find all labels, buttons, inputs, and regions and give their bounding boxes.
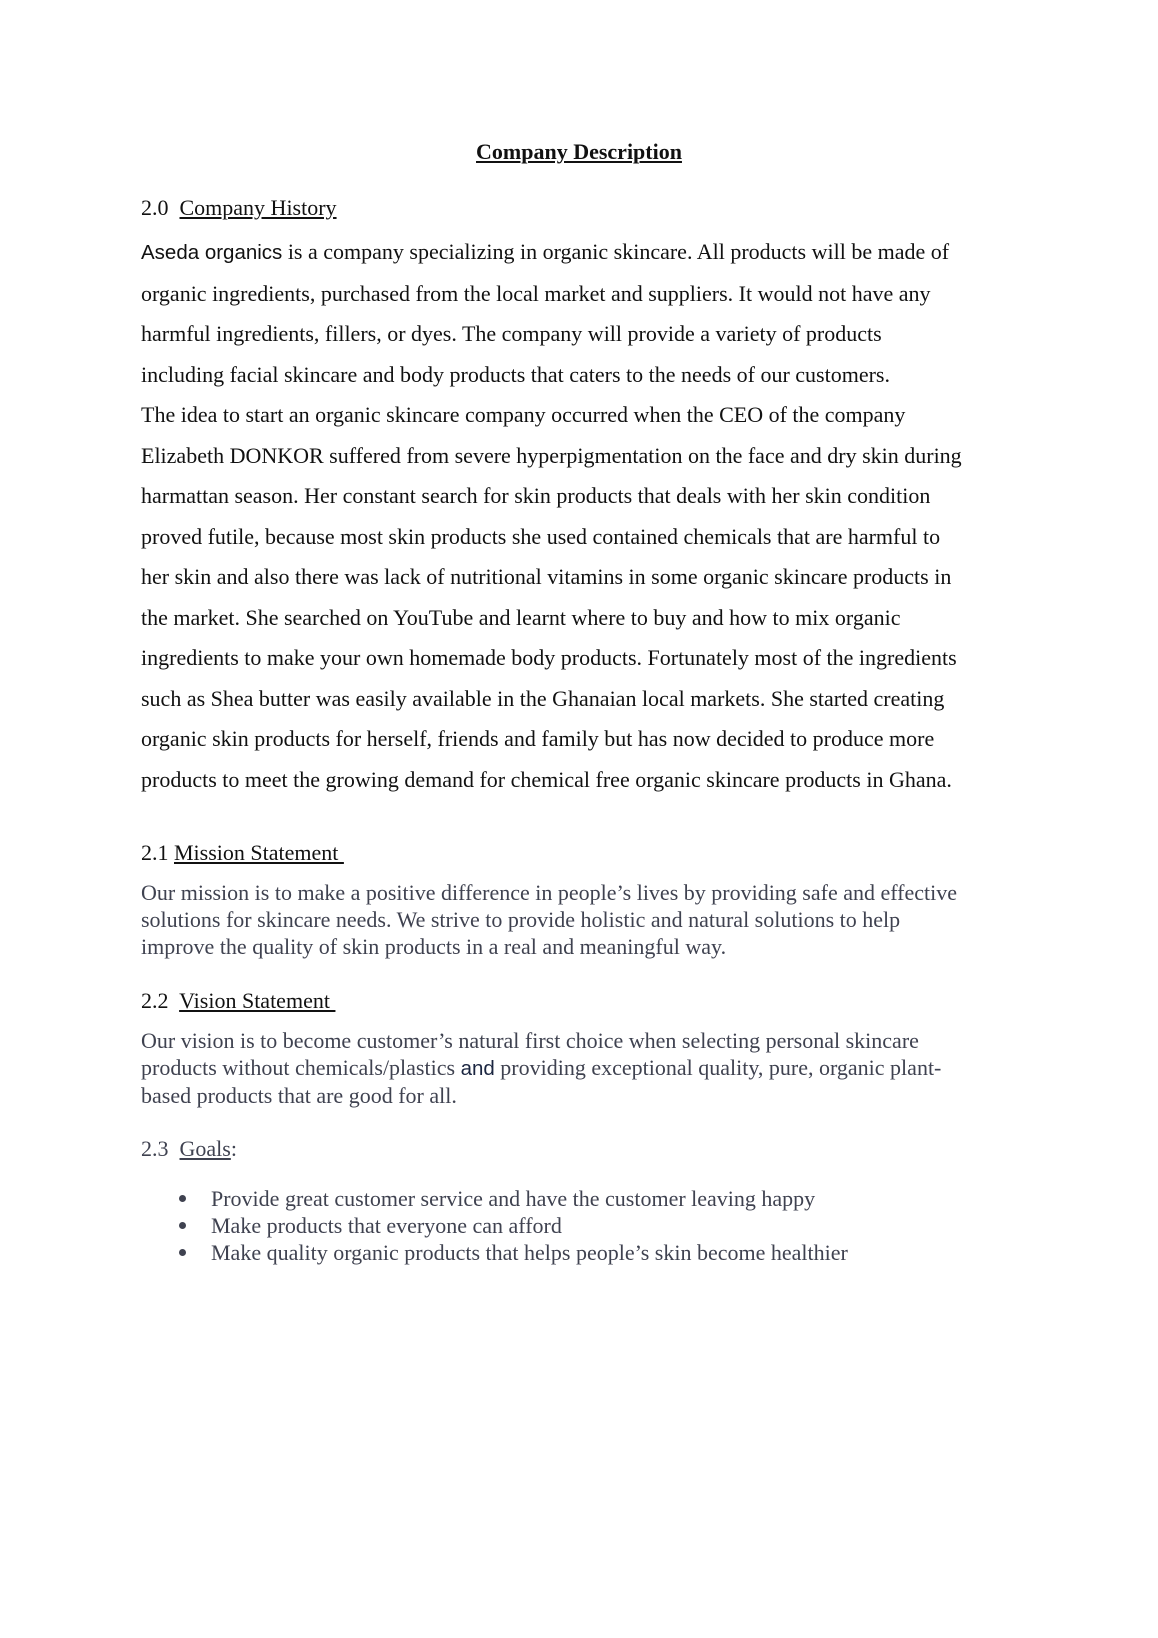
history-line: organic skin products for herself, friends and family but has now decided to produce more: [141, 726, 935, 751]
vision-line: Our vision is to become customer’s natural first choice when selecting personal skincare: [141, 1028, 919, 1053]
history-line: her skin and also there was lack of nutritional vitamins in some organic skincare products in: [141, 564, 952, 589]
history-number: 2.0: [141, 195, 169, 220]
goals-title: Goals: [179, 1136, 231, 1161]
vision-line: based products that are good for all.: [141, 1083, 457, 1108]
history-heading: [141, 193, 337, 223]
vision-number: 2.2: [141, 988, 169, 1013]
history-line: harmful ingredients, fillers, or dyes. The company will provide a variety of products: [141, 321, 882, 346]
mission-title: Mission Statement: [174, 840, 344, 865]
history-line: The idea to start an organic skincare company occurred when the CEO of the company: [141, 402, 906, 427]
vision-heading: [141, 986, 335, 1016]
history-line: including facial skincare and body products that caters to the needs of our customers.: [141, 361, 890, 387]
mission-paragraph: [141, 879, 1021, 960]
list-item: Provide great customer service and have the customer leaving happy: [141, 1185, 848, 1212]
list-item: Make quality organic products that helps people’s skin become healthier: [141, 1239, 848, 1266]
history-line: organic ingredients, purchased from the local market and suppliers. It would not have any: [141, 280, 931, 306]
bullet-icon: [179, 1222, 186, 1229]
history-line: ingredients to make your own homemade body products. Fortunately most of the ingredients: [141, 645, 957, 670]
mission-line: Our mission is to make a positive difference in people’s lives by providing safe and effective: [141, 880, 958, 905]
goals-number: 2.3: [141, 1136, 169, 1161]
page-title: Company Description: [476, 139, 682, 164]
history-line: Aseda organics is a company specializing in organic skincare. All products will be made of: [141, 239, 950, 264]
vision-line: products without chemicals/plastics and providing exceptional quality, pure, organic plant-: [141, 1055, 942, 1080]
goals-heading: 2.3 Goals:: [141, 1136, 237, 1161]
mission-line: solutions for skincare needs. We strive to provide holistic and natural solutions to help: [141, 907, 901, 932]
bullet-icon: [179, 1249, 186, 1256]
history-line: products to meet the growing demand for chemical free organic skincare products in Ghana.: [141, 766, 952, 792]
mission-heading: [141, 838, 344, 868]
mission-line: improve the quality of skin products in a real and meaningful way.: [141, 934, 727, 959]
goals-list: [141, 1185, 848, 1266]
company-name: Aseda organics: [141, 241, 283, 264]
history-line: such as Shea butter was easily available in the Ghanaian local markets. She started creating: [141, 685, 945, 711]
history-title: Company History: [179, 195, 337, 220]
vision-title: Vision Statement: [179, 988, 336, 1013]
history-line: Elizabeth DONKOR suffered from severe hyperpigmentation on the face and dry skin during: [141, 442, 962, 468]
vision-paragraph: [141, 1027, 1021, 1109]
history-line: harmattan season. Her constant search for skin products that deals with her skin condition: [141, 483, 931, 508]
list-item: Make products that everyone can afford: [141, 1212, 848, 1239]
bullet-icon: [179, 1195, 186, 1202]
history-paragraph: [141, 232, 1031, 800]
history-line: the market. She searched on YouTube and learnt where to buy and how to mix organic: [141, 604, 901, 630]
history-line: proved futile, because most skin products she used contained chemicals that are harmful to: [141, 523, 941, 549]
mission-number: 2.1: [141, 840, 169, 865]
